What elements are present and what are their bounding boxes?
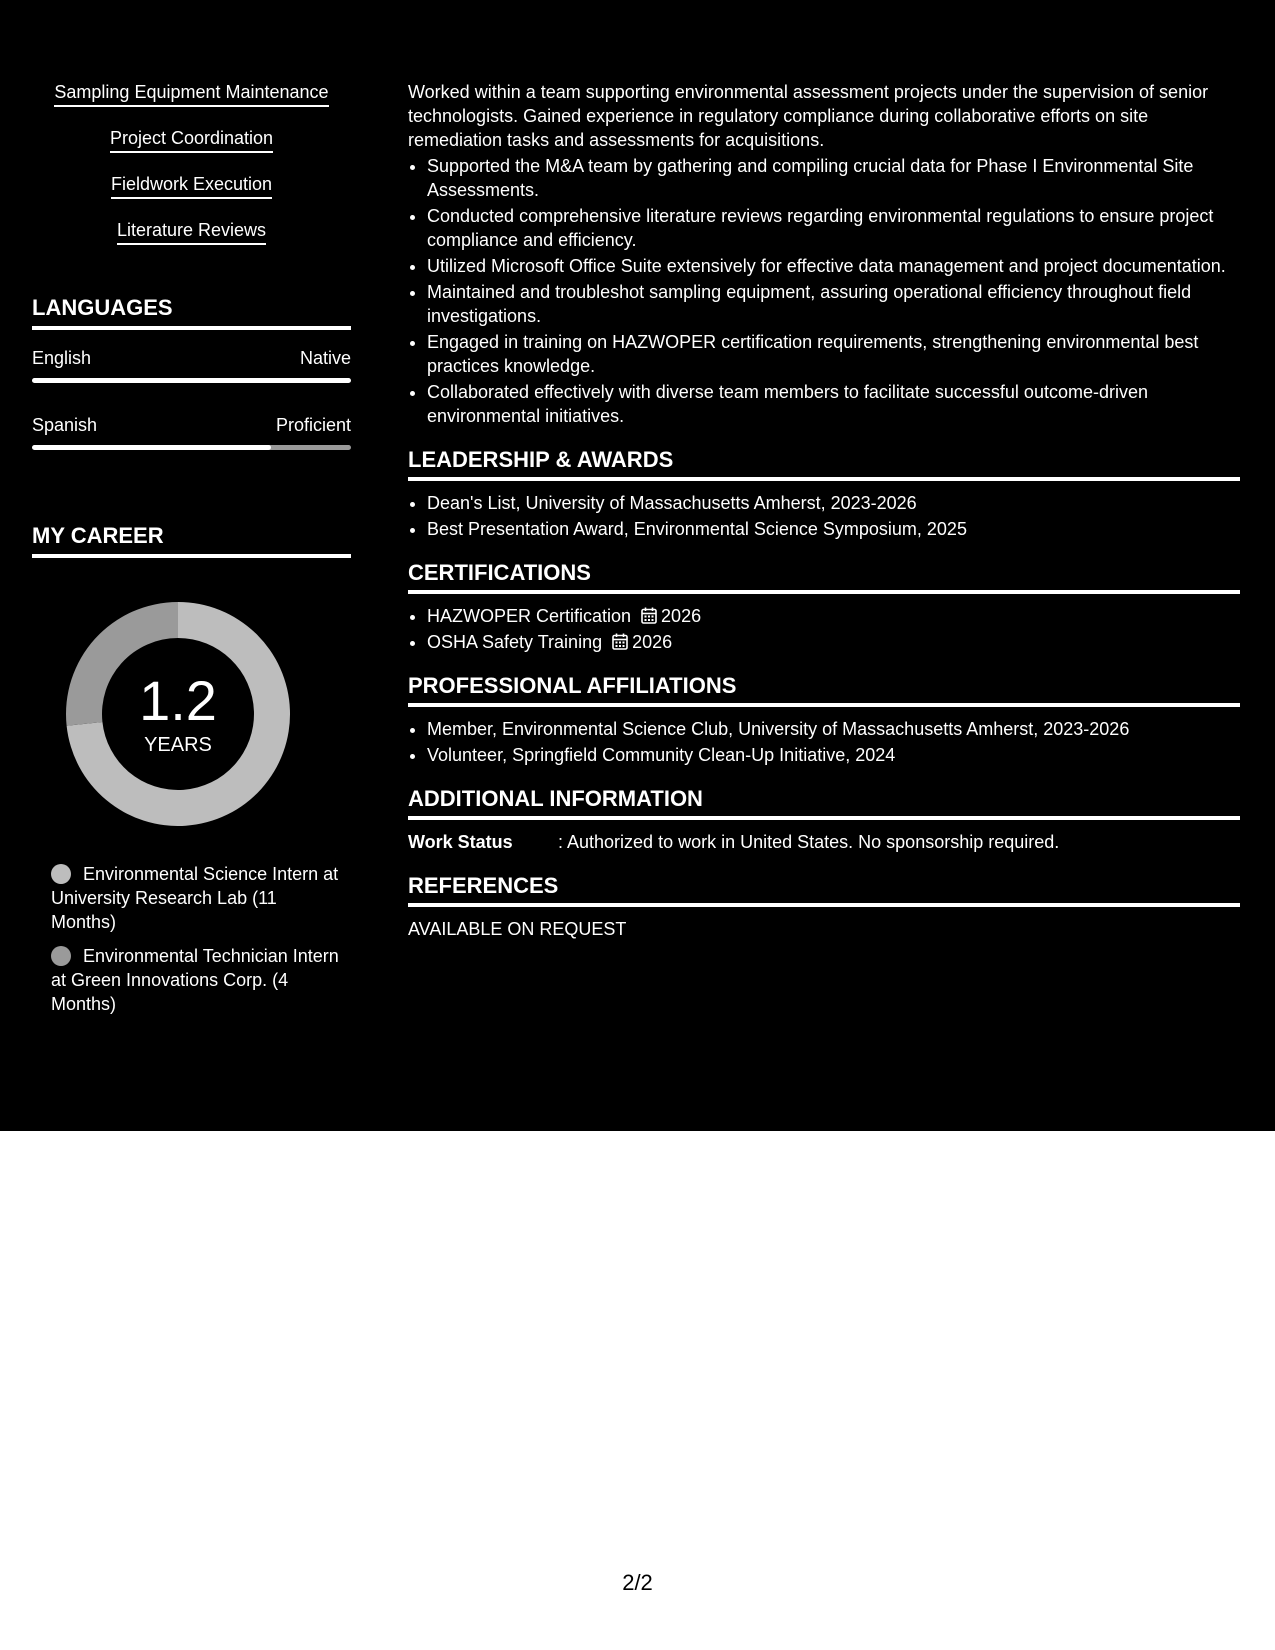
additional-info-title: ADDITIONAL INFORMATION	[408, 785, 1240, 820]
affiliation-item: • Member, Environmental Science Club, University of Massachusetts Amherst, 2023-2026	[427, 717, 1240, 741]
certification-year: 2026	[632, 632, 673, 652]
right-column	[408, 80, 1240, 941]
affiliation-item: • Volunteer, Springfield Community Clean-Up Initiative, 2024	[427, 743, 1240, 767]
experience-intro: Worked within a team supporting environmental assessment projects under the supervision of senior technologists. Gained experience in regulatory compliance during collaborative efforts on site remediation tasks and assessments for acquisitions.	[408, 82, 1209, 150]
skills-list	[32, 80, 351, 264]
languages-section	[32, 294, 351, 450]
certification-name: HAZWOPER Certification	[427, 606, 632, 626]
career-item	[51, 862, 341, 934]
certifications-title: CERTIFICATIONS	[408, 559, 1240, 594]
career-item-text: Environmental Science Intern at University Research Lab (11 Months)	[51, 864, 339, 932]
leadership-item: • Best Presentation Award, Environmental Science Symposium, 2025	[427, 517, 1240, 541]
affiliations-title: PROFESSIONAL AFFILIATIONS	[408, 672, 1240, 707]
experience-bullets	[408, 154, 1240, 428]
experience-bullet: • Collaborated effectively with diverse team members to facilitate successful outcome-driven environmental initiatives.	[427, 380, 1240, 428]
career-item	[51, 944, 341, 1016]
career-section	[32, 522, 351, 1016]
certification-year: 2026	[661, 606, 702, 626]
certifications-list	[408, 604, 1240, 654]
experience-bullet: • Engaged in training on HAZWOPER certification requirements, strengthening environmental best practices knowledge.	[427, 330, 1240, 378]
language-item	[32, 346, 351, 383]
certification-item	[427, 604, 1240, 628]
certification-item	[427, 630, 1240, 654]
career-total-value: 1.2	[139, 669, 217, 732]
experience-bullet: • Conducted comprehensive literature reviews regarding environmental regulations to ensure project compliance and efficiency.	[427, 204, 1240, 252]
references-text: AVAILABLE ON REQUEST	[408, 919, 627, 939]
career-title: MY CAREER	[32, 522, 351, 558]
work-status-row	[408, 830, 1240, 854]
language-bar	[32, 445, 351, 450]
career-item-text: Environmental Technician Intern at Green Innovations Corp. (4 Months)	[51, 946, 339, 1014]
calendar-icon	[612, 633, 628, 650]
language-name: Spanish	[32, 415, 98, 435]
leadership-item: • Dean's List, University of Massachusetts Amherst, 2023-2026	[427, 491, 1240, 515]
experience-bullet: • Maintained and troubleshot sampling equipment, assuring operational efficiency throughout field investigations.	[427, 280, 1240, 328]
skill-item: Sampling Equipment Maintenance	[54, 80, 328, 107]
skill-item: Literature Reviews	[117, 218, 266, 245]
work-status-value: : Authorized to work in United States. No sponsorship required.	[558, 832, 1060, 852]
career-dot-icon	[51, 946, 71, 966]
language-name: English	[32, 348, 92, 368]
languages-title: LANGUAGES	[32, 294, 351, 330]
skill-item: Project Coordination	[110, 126, 273, 153]
left-column	[32, 80, 351, 1026]
language-level: Native	[299, 348, 351, 368]
certification-name: OSHA Safety Training	[427, 632, 603, 652]
career-dot-icon	[51, 864, 71, 884]
experience-bullet: • Utilized Microsoft Office Suite extensively for effective data management and project documentation.	[427, 254, 1240, 278]
leadership-title: LEADERSHIP & AWARDS	[408, 446, 1240, 481]
language-item	[32, 413, 351, 450]
career-donut-chart	[66, 602, 290, 826]
career-list	[32, 862, 351, 1016]
language-level: Proficient	[275, 415, 351, 435]
affiliations-list	[408, 717, 1240, 767]
references-title: REFERENCES	[408, 872, 1240, 907]
experience-bullet: • Supported the M&A team by gathering and compiling crucial data for Phase I Environmental Site Assessments.	[427, 154, 1240, 202]
language-bar-fill	[32, 445, 271, 450]
skill-item: Fieldwork Execution	[111, 172, 272, 199]
career-total-unit: YEARS	[144, 734, 212, 756]
language-bar-fill	[32, 378, 351, 383]
language-bar	[32, 378, 351, 383]
page-number: 2/2	[622, 1570, 653, 1595]
work-status-label: Work Status	[408, 832, 513, 852]
leadership-list	[408, 491, 1240, 541]
calendar-icon	[641, 607, 657, 624]
